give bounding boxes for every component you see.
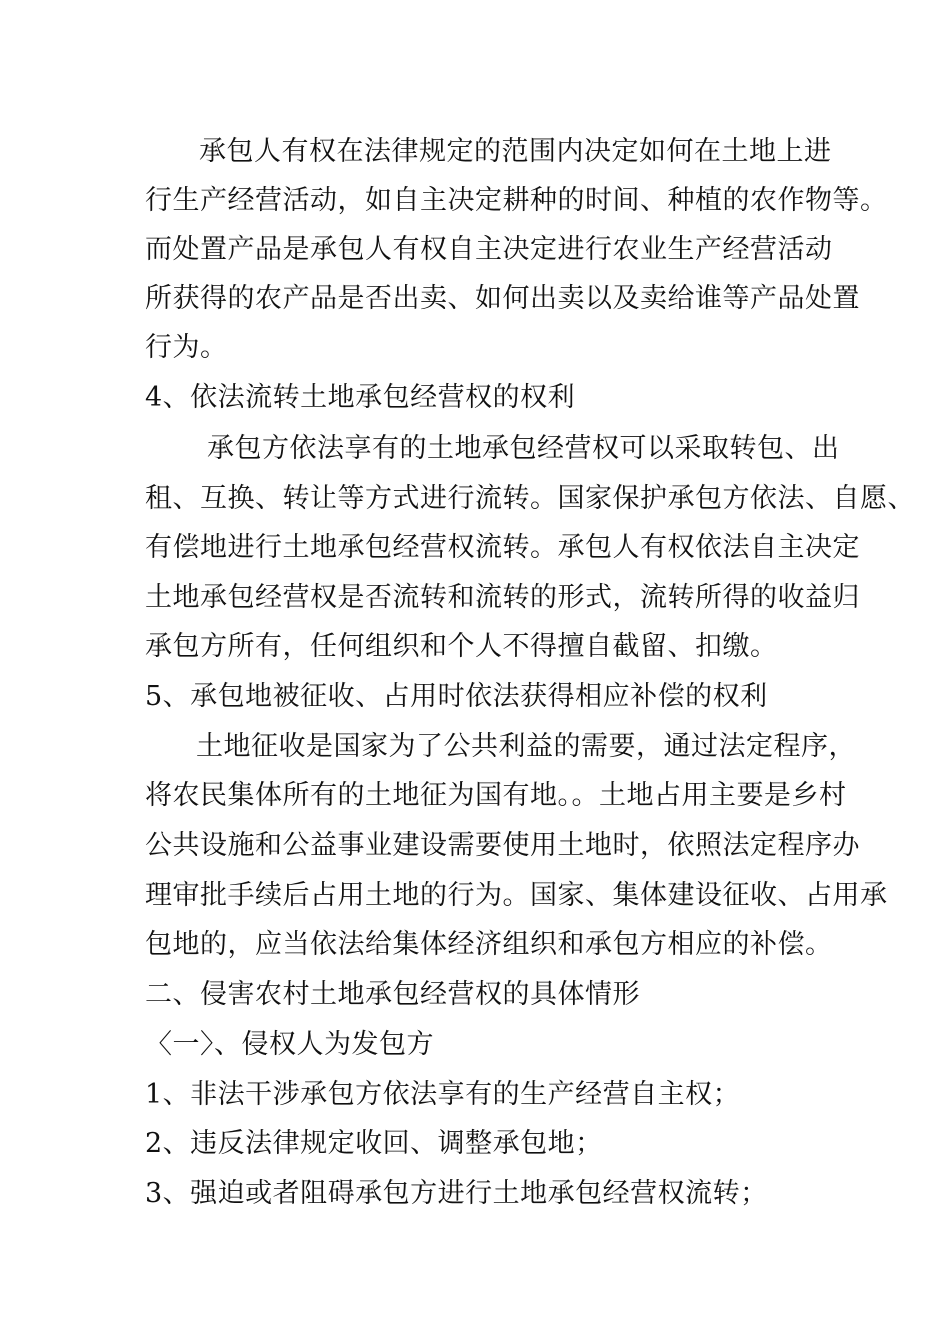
subsection-heading: 〈一〉、侵权人为发包方	[145, 1029, 434, 1060]
list-item: 2、违反法律规定收回、调整承包地；	[145, 1128, 603, 1159]
paragraph-line: 土地征收是国家为了公共利益的需要，通过法定程序，	[196, 731, 856, 762]
paragraph-line: 土地承包经营权是否流转和流转的形式，流转所得的收益归	[145, 582, 860, 613]
paragraph-line: 有偿地进行土地承包经营权流转。承包人有权依法自主决定	[145, 532, 860, 563]
paragraph-line: 包地的，应当依法给集体经济组织和承包方相应的补偿。	[145, 929, 833, 960]
section-heading: 4、依法流转土地承包经营权的权利	[145, 382, 576, 413]
paragraph-line: 承包方依法享有的土地承包经营权可以采取转包、出	[207, 433, 840, 464]
list-item: 3、强迫或者阻碍承包方进行土地承包经营权流转；	[145, 1178, 768, 1209]
paragraph-line: 行生产经营活动，如自主决定耕种的时间、种植的农作物等。	[145, 185, 888, 216]
section-heading: 5、承包地被征收、占用时依法获得相应补偿的权利	[145, 681, 768, 712]
paragraph-line: 公共设施和公益事业建设需要使用土地时，依照法定程序办	[145, 830, 860, 861]
section-heading: 二、侵害农村土地承包经营权的具体情形	[145, 979, 640, 1010]
paragraph-line: 将农民集体所有的土地征为国有地。。土地占用主要是乡村	[145, 780, 847, 811]
paragraph-line: 承包方所有，任何组织和个人不得擅自截留、扣缴。	[145, 631, 778, 662]
paragraph-line: 而处置产品是承包人有权自主决定进行农业生产经营活动	[145, 234, 833, 265]
paragraph-line: 所获得的农产品是否出卖、如何出卖以及卖给谁等产品处置	[145, 283, 860, 314]
paragraph-line: 行为。	[145, 332, 228, 363]
paragraph-line: 租、互换、转让等方式进行流转。国家保护承包方依法、自愿、	[145, 483, 915, 514]
list-item: 1、非法干涉承包方依法享有的生产经营自主权；	[145, 1079, 741, 1110]
paragraph-line: 理审批手续后占用土地的行为。国家、集体建设征收、占用承	[145, 880, 888, 911]
paragraph-line: 承包人有权在法律规定的范围内决定如何在土地上进	[199, 136, 832, 167]
